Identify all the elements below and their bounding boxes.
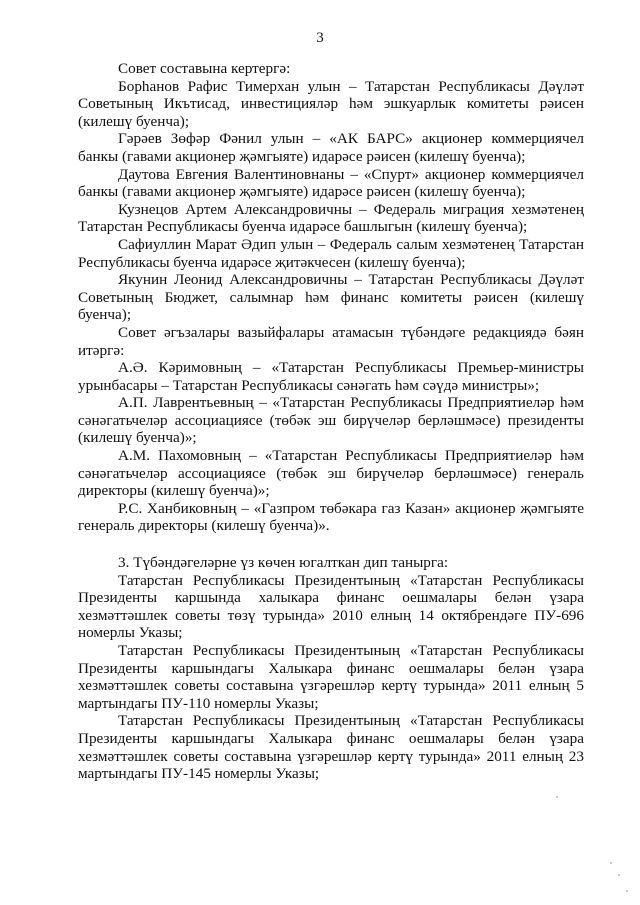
- scan-speck: [556, 796, 558, 798]
- paragraph: А.П. Лаврентьевның – «Татарстан Республикасы Предприятиеләр һәм сәнәгатьчеләр ассоциациясе (төбәк эш бирүчеләр берләшмәсе) президенты (килешү буенча)»;: [78, 394, 584, 447]
- paragraph: Татарстан Республикасы Президентының «Татарстан Республикасы Президенты каршындагы Халыкара финанс оешмалары белән үзара хезмәттәшлек советы составына үзгәрешләр кертү турында» 2011 елның 23 мартындагы ПУ-145 номерлы Указы;: [78, 712, 584, 783]
- scan-speck: [626, 890, 628, 892]
- paragraph: А.М. Пахомовның – «Татарстан Республикасы Предприятиеләр һәм сәнәгатьчеләр ассоциациясе (төбәк эш бирүчеләр берләшмәсе) генераль директоры (килешү буенча)»;: [78, 447, 584, 500]
- section-heading-3: 3. Түбәндәгеләрне үз көчен югалткан дип танырга:: [118, 554, 449, 572]
- paragraph: Якунин Леонид Александровичны – Татарстан Республикасы Дәүләт Советының Бюджет, салымнар һәм финанс комитеты рәисен (килешү буенча);: [78, 271, 584, 324]
- document-body: [78, 60, 584, 783]
- paragraph: Совет әгъзалары вазыйфалары атамасын түбәндәге редакциядә бәян итәргә:: [78, 323, 584, 359]
- paragraph: Совет составына кертергә:: [118, 60, 291, 77]
- scan-speck: [618, 874, 620, 876]
- paragraph: Гәрәев Зөфәр Фәнил улын – «АК БАРС» акционер коммерциячел банкы (гавами акционер җәмгыяте) идарәсе рәисен (килешү буенча);: [78, 130, 584, 165]
- scan-speck: [610, 862, 612, 864]
- paragraph: Татарстан Республикасы Президентының «Татарстан Республикасы Президенты каршында халыкара финанс оешмалары белән үзара хезмәттәшлек советы төзү турында» 2010 елның 14 октябрендәге ПУ-696 номерлы Указы;: [78, 571, 584, 642]
- paragraph: Татарстан Республикасы Президентының «Татарстан Республикасы Президенты каршындагы Халыкара финанс оешмалары белән үзара хезмәттәшлек советы составына үзгәрешләр кертү турында» 2011 елның 5 мартындагы ПУ-110 номерлы Указы;: [78, 642, 584, 712]
- page-number: 3: [316, 30, 324, 46]
- paragraph: Р.С. Ханбиковның – «Газпром төбәкара газ Казан» акционер җәмгыяте генераль директоры (килешү буенча)».: [78, 499, 584, 535]
- paragraph: Сафиуллин Марат Әдип улын – Федераль салым хезмәтенең Татарстан Республикасы буенча идарәсе җитәкчесен (килешү буенча);: [78, 235, 584, 271]
- paragraph: Борhанов Рафис Тимерхан улын – Татарстан Республикасы Дәүләт Советының Икътисад, инвестицияләр һәм эшкуарлык комитеты рәисен (килешү буенча);: [78, 77, 584, 130]
- paragraph: А.Ә. Кәримовның – «Татарстан Республикасы Премьер-министры урынбасары – Татарстан Республикасы сәнәгать һәм сәүдә министры»;: [78, 359, 584, 394]
- paragraph: Даутова Евгения Валентиновнаны – «Спурт» акционер коммерциячел банкы (гавами акционер җәмгыяте) идарәсе рәисен (килешү буенча);: [78, 165, 584, 201]
- paragraph: Кузнецов Артем Александровичны – Федераль миграция хезмәтенең Татарстан Республикасы буенча идарәсе башлыгын (килешү буенча);: [78, 200, 584, 236]
